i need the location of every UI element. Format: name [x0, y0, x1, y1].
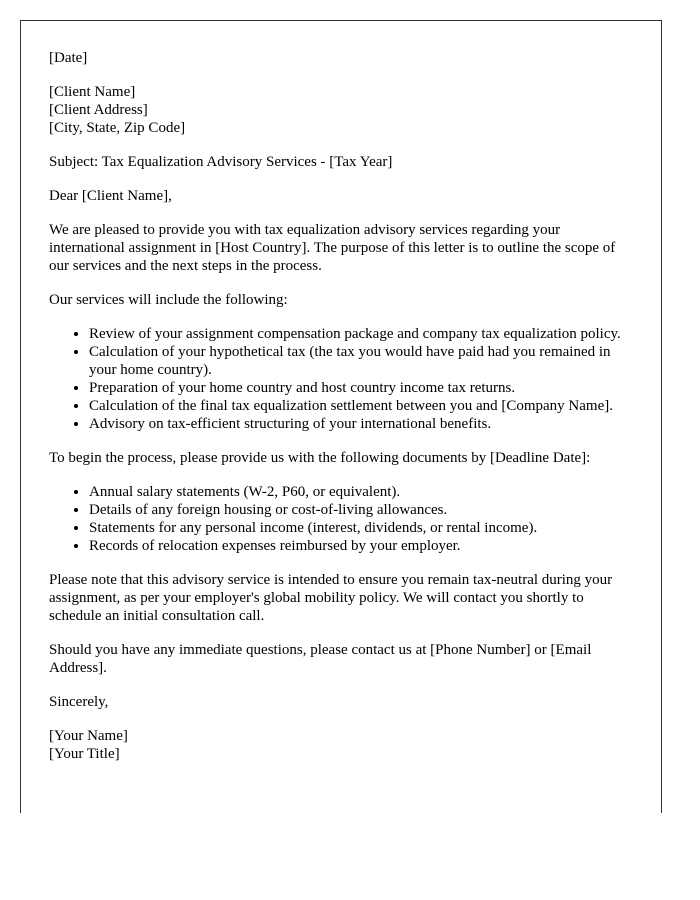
services-intro: Our services will include the following: — [49, 292, 288, 308]
list-item: • Details of any foreign housing or cost-of-living allowances. — [89, 501, 632, 519]
note-paragraph: Please note that this advisory service is intended to ensure you remain tax-neutral during your assignment, as per your employer's global mobility policy. We will contact you shortly to schedule an initial consultation call. — [49, 572, 613, 624]
letter-date: [Date] — [49, 50, 88, 66]
letter-page — [20, 20, 662, 813]
list-item: • Records of relocation expenses reimbursed by your employer. — [89, 537, 632, 555]
recipient-address: [Client Address] — [49, 102, 148, 118]
list-item: • Preparation of your home country and host country income tax returns. — [89, 379, 632, 397]
recipient-city: [City, State, Zip Code] — [49, 120, 186, 136]
salutation: Dear [Client Name], — [49, 188, 172, 204]
signature-name: [Your Name] — [49, 728, 128, 744]
services-list — [49, 325, 632, 433]
signature-title: [Your Title] — [49, 746, 120, 762]
list-item: • Calculation of your hypothetical tax (the tax you would have paid had you remained in your home country). — [89, 343, 632, 379]
list-item: • Statements for any personal income (interest, dividends, or rental income). — [89, 519, 632, 537]
contact-paragraph: Should you have any immediate questions, please contact us at [Phone Number] or [Email Address]. — [49, 642, 592, 676]
closing: Sincerely, — [49, 694, 109, 710]
intro-paragraph: We are pleased to provide you with tax equalization advisory services regarding your international assignment in [Host Country]. The purpose of this letter is to outline the scope of our services and the next steps in the process. — [49, 222, 616, 274]
list-item: • Annual salary statements (W-2, P60, or equivalent). — [89, 483, 632, 501]
list-item: • Advisory on tax-efficient structuring of your international benefits. — [89, 415, 632, 433]
subject-line: Subject: Tax Equalization Advisory Services - [Tax Year] — [49, 154, 393, 170]
documents-intro: To begin the process, please provide us with the following documents by [Deadline Date]: — [49, 450, 591, 466]
recipient-block — [49, 83, 632, 137]
signature-block — [49, 727, 632, 763]
recipient-name: [Client Name] — [49, 84, 136, 100]
list-item: • Calculation of the final tax equalization settlement between you and [Company Name]. — [89, 397, 632, 415]
documents-list — [49, 483, 632, 555]
list-item: • Review of your assignment compensation package and company tax equalization policy. — [89, 325, 632, 343]
